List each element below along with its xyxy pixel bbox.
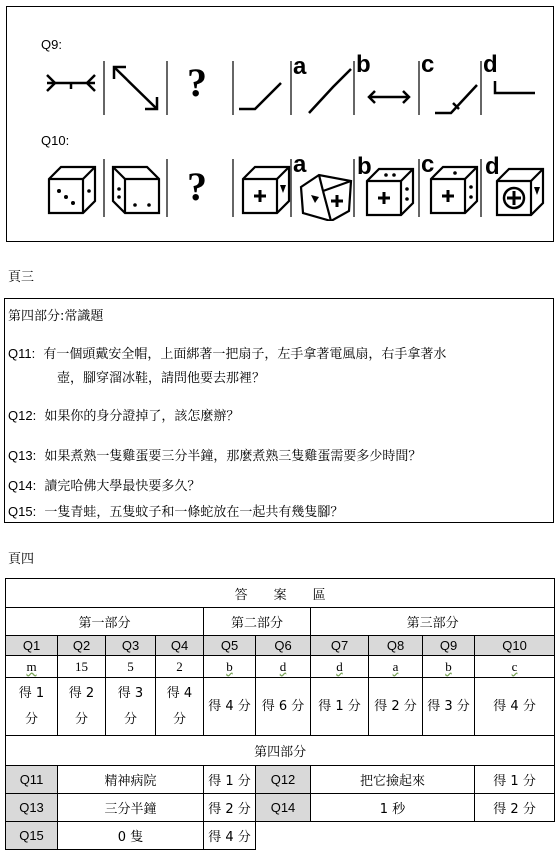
- score-q13: 得 2 分: [204, 794, 256, 822]
- question-text: 如果煮熟一隻雞蛋要三分半鐘，那麼煮熟三隻雞蛋需要多少時間？: [44, 449, 422, 464]
- score-q5: 得 4 分: [204, 678, 256, 736]
- answer-q4: 2: [156, 656, 204, 678]
- question-q11: [8, 343, 553, 362]
- qnum-q10: Q10: [475, 636, 555, 656]
- qnum-q11: Q11: [6, 766, 58, 794]
- q10-fig-2: [113, 167, 159, 213]
- q10-option-c: [431, 167, 477, 213]
- question-text: 如果你的身分證掉了，該怎麼辦？: [44, 409, 240, 424]
- answer-value: b: [226, 658, 233, 674]
- score-q6: 得 6 分: [256, 678, 311, 736]
- page3-question-box: [4, 298, 554, 523]
- score-q1: 得 1 分: [6, 678, 58, 736]
- q9-option-c: [435, 85, 477, 113]
- answer-value: c: [511, 658, 518, 674]
- q9-option-a: [309, 69, 351, 113]
- q9-letter-b: b: [356, 51, 371, 78]
- q9-letter-a: a: [293, 53, 307, 80]
- question-q15: [8, 501, 343, 520]
- question-number: Q13:: [8, 448, 37, 463]
- part-1-header: 第一部分: [6, 608, 204, 636]
- question-number: Q14:: [8, 478, 37, 493]
- qnum-q1: Q1: [6, 636, 58, 656]
- score-q11: 得 1 分: [204, 766, 256, 794]
- empty-cell: [256, 822, 555, 850]
- qnum-q6: Q6: [256, 636, 311, 656]
- answer-q7: [311, 656, 369, 678]
- q9-fig-2: [114, 67, 157, 109]
- q10-question-mark: ?: [187, 164, 207, 209]
- answer-q11: 精神病院: [58, 766, 204, 794]
- question-q11-continued: 壺，腳穿溜冰鞋，請問他要去那裡？: [57, 371, 266, 386]
- question-text: 有一個頭戴安全帽，上面綁著一把扇子，左手拿著電風扇，右手拿著水: [43, 347, 447, 362]
- answer-value: d: [279, 658, 287, 674]
- answer-value: d: [336, 658, 343, 674]
- answer-q14: 1 秒: [311, 794, 475, 822]
- answer-q15: 0 隻: [58, 822, 204, 850]
- part-4-header: 第四部分: [6, 736, 555, 766]
- answer-value: a: [392, 658, 399, 674]
- answer-q1: [6, 656, 58, 678]
- q9-option-d: [495, 81, 535, 93]
- q10-option-a: [301, 175, 351, 221]
- question-q12: [8, 405, 239, 424]
- q10-letter-b: b: [357, 153, 372, 180]
- score-q14: 得 2 分: [475, 794, 555, 822]
- section-title: 第四部分:常識題: [8, 309, 104, 324]
- question-number: Q11:: [8, 346, 36, 361]
- q9-fig-3: [239, 83, 281, 109]
- qnum-q7: Q7: [311, 636, 369, 656]
- q10-fig-1: [49, 167, 95, 213]
- q10-letter-c: c: [421, 151, 435, 178]
- qnum-q3: Q3: [106, 636, 156, 656]
- q10-option-d: [497, 169, 543, 215]
- q9-figures: [7, 59, 555, 119]
- answer-q8: [369, 656, 423, 678]
- page3-heading: 頁三: [8, 270, 35, 285]
- qnum-q12: Q12: [256, 766, 311, 794]
- q9-question-mark: ?: [187, 60, 207, 105]
- qnum-q13: Q13: [6, 794, 58, 822]
- qnum-q2: Q2: [58, 636, 106, 656]
- question-text: 一隻青蛙，五隻蚊子和一條蛇放在一起共有幾隻腳？: [44, 505, 344, 520]
- question-q14: [8, 475, 200, 494]
- score-q8: 得 2 分: [369, 678, 423, 736]
- answer-table-title: 答 案 區: [6, 579, 555, 608]
- score-q9: 得 3 分: [423, 678, 475, 736]
- question-q13: [8, 445, 421, 464]
- score-q15: 得 4 分: [204, 822, 256, 850]
- q10-option-b: [367, 169, 413, 215]
- answer-table: [5, 578, 555, 850]
- score-q10: 得 4 分: [475, 678, 555, 736]
- q10-figures: [7, 155, 555, 221]
- answer-q13: 三分半鐘: [58, 794, 204, 822]
- qnum-q14: Q14: [256, 794, 311, 822]
- answer-q9: [423, 656, 475, 678]
- answer-value: b: [445, 658, 452, 674]
- score-q12: 得 1 分: [475, 766, 555, 794]
- q9-option-b: [369, 91, 409, 103]
- answer-q10: [475, 656, 555, 678]
- q10-letter-a: a: [293, 151, 307, 178]
- answer-q5: [204, 656, 256, 678]
- q10-label: Q10:: [41, 133, 70, 148]
- qnum-q8: Q8: [369, 636, 423, 656]
- score-q2: 得 2 分: [58, 678, 106, 736]
- q10-fig-3: [243, 167, 289, 213]
- page4-heading: 頁四: [8, 552, 35, 567]
- score-q3: 得 3 分: [106, 678, 156, 736]
- puzzle-box: [6, 6, 554, 242]
- part-3-header: 第三部分: [311, 608, 555, 636]
- qnum-q4: Q4: [156, 636, 204, 656]
- q9-letter-d: d: [483, 51, 498, 78]
- question-number: Q15:: [8, 504, 37, 519]
- q9-letter-c: c: [421, 51, 435, 78]
- qnum-q15: Q15: [6, 822, 58, 850]
- q9-fig-1: [47, 75, 95, 91]
- qnum-q5: Q5: [204, 636, 256, 656]
- question-text: 讀完哈佛大學最快要多久？: [44, 479, 201, 494]
- answer-q2: 15: [58, 656, 106, 678]
- q9-label: Q9:: [41, 37, 62, 52]
- answer-q12: 把它撿起來: [311, 766, 475, 794]
- score-q4: 得 4 分: [156, 678, 204, 736]
- qnum-q9: Q9: [423, 636, 475, 656]
- answer-value: m: [26, 658, 37, 674]
- answer-q6: [256, 656, 311, 678]
- score-q7: 得 1 分: [311, 678, 369, 736]
- question-number: Q12:: [8, 408, 37, 423]
- part-2-header: 第二部分: [204, 608, 311, 636]
- q10-letter-d: d: [485, 153, 500, 180]
- answer-q3: 5: [106, 656, 156, 678]
